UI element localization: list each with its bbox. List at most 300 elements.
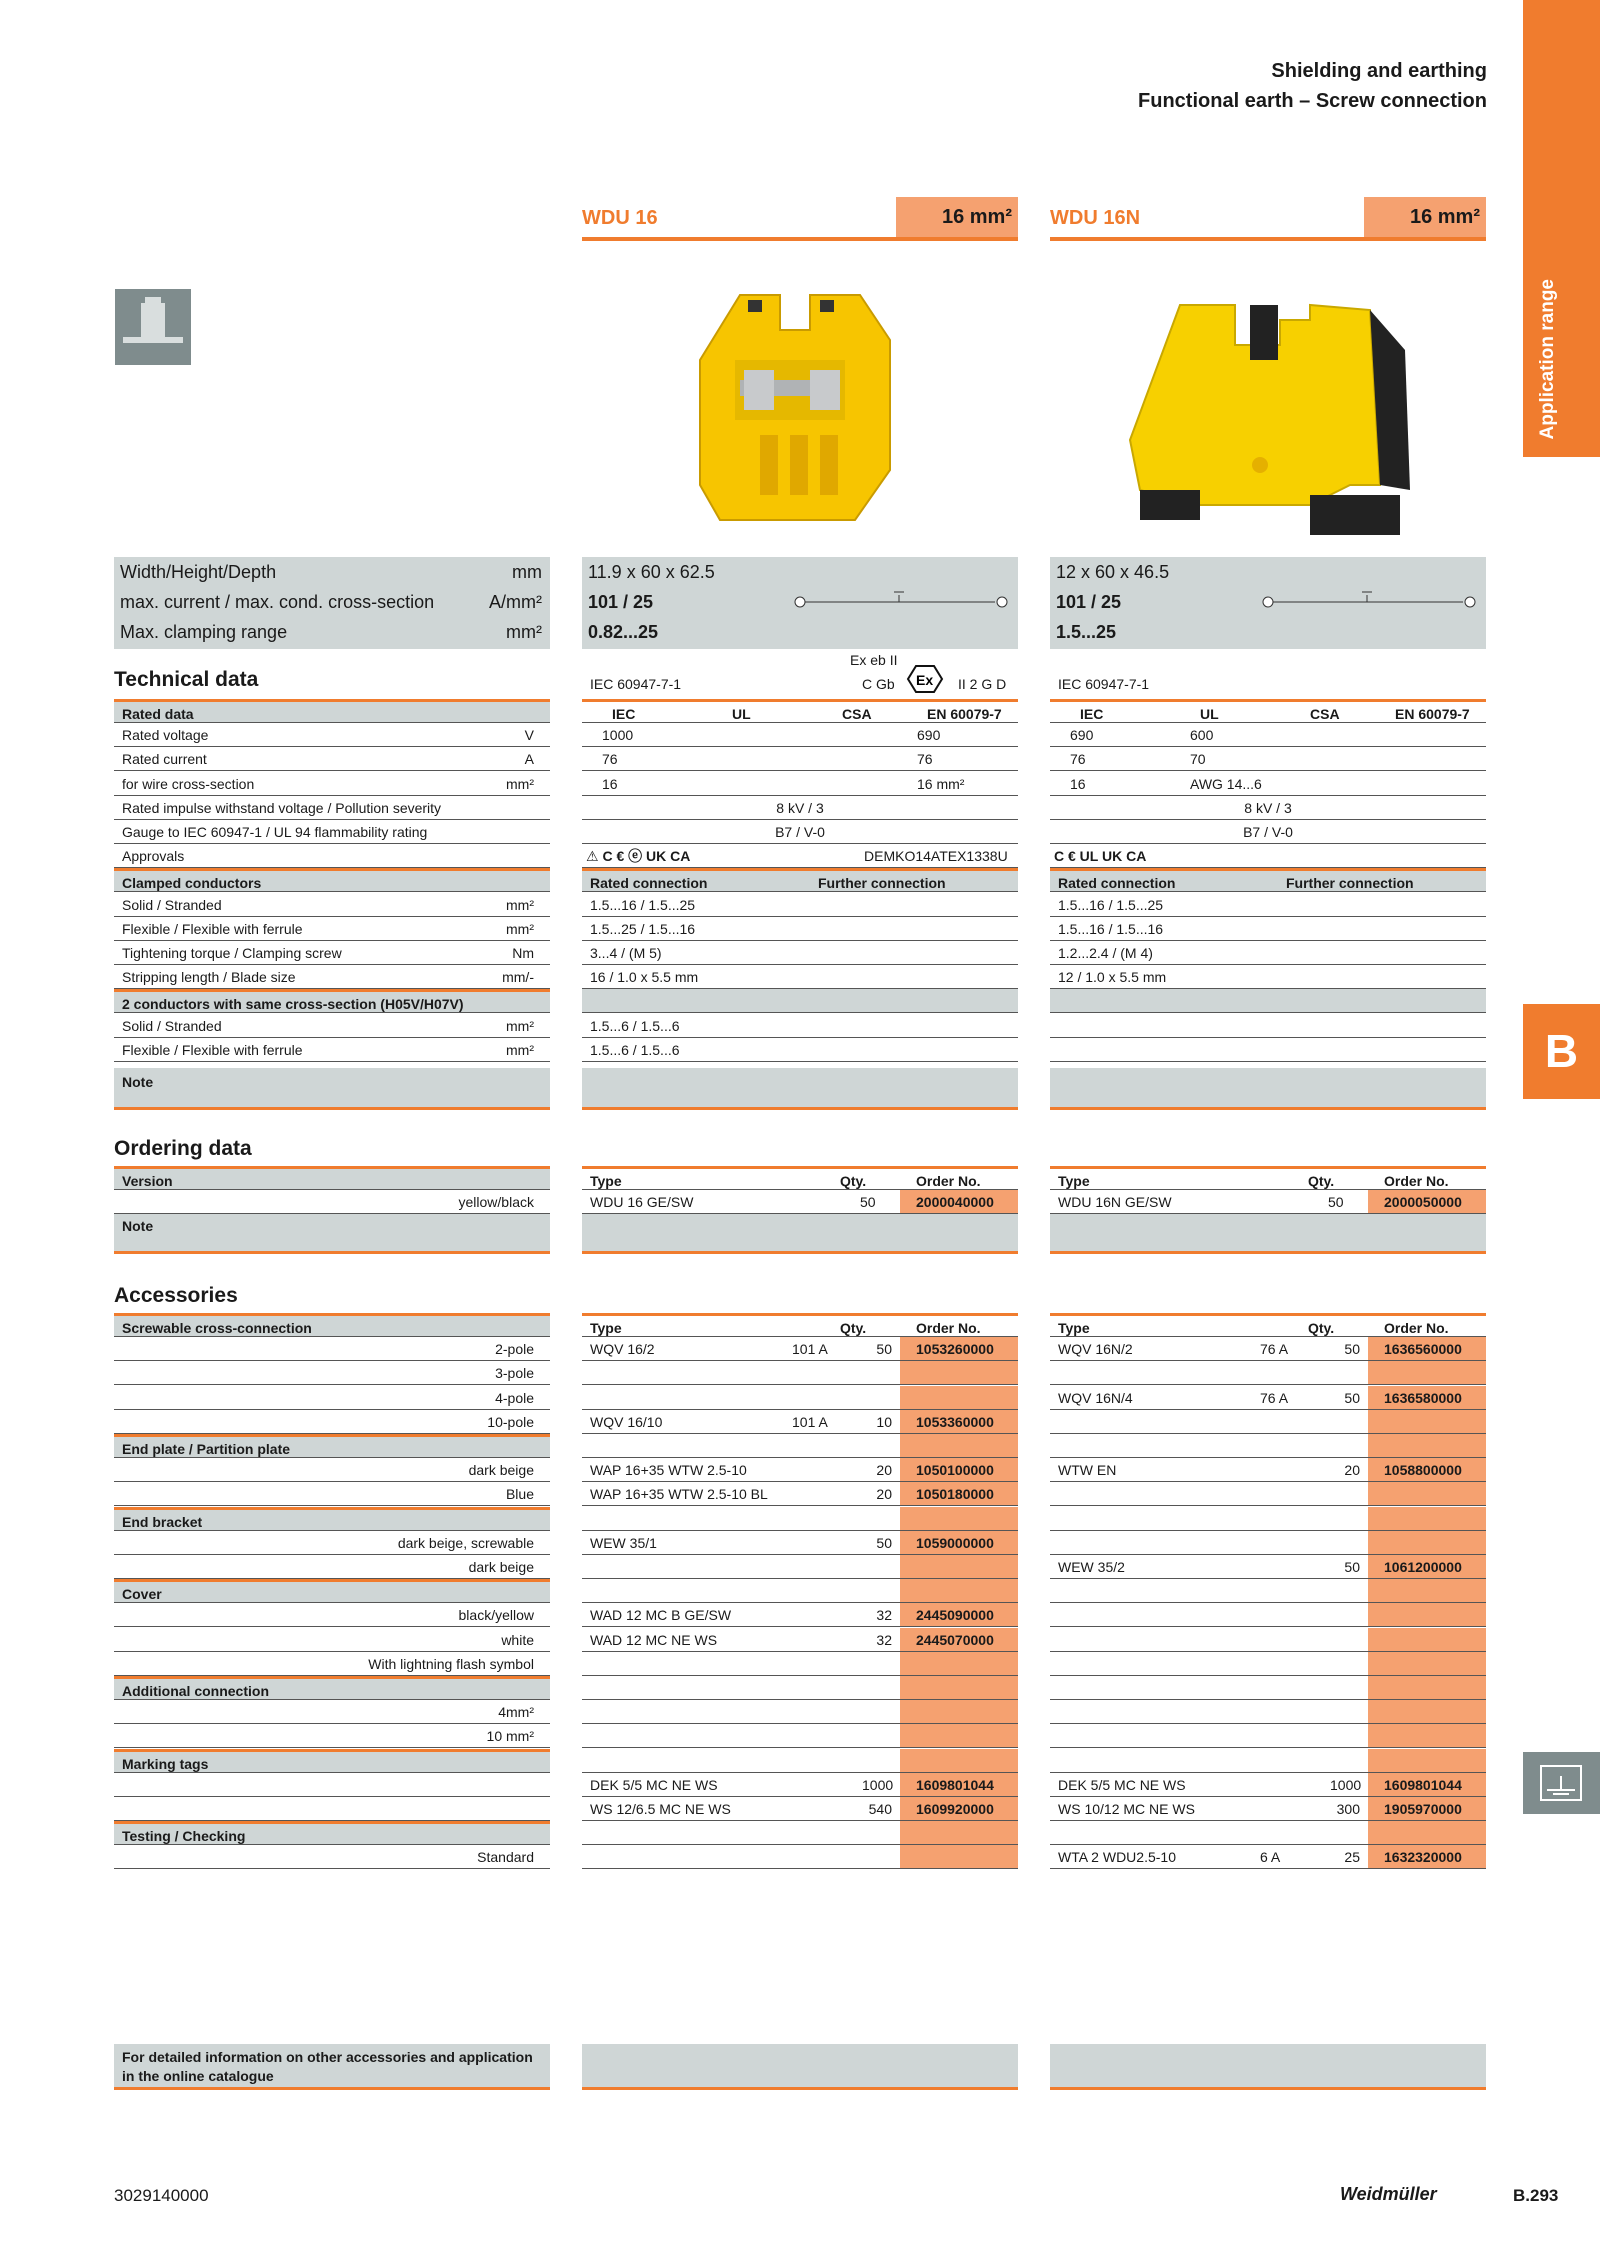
acc-product-row (1050, 1361, 1486, 1385)
acc-group-label: Cover (122, 1586, 162, 1603)
acc-item-label: With lightning flash symbol (368, 1655, 534, 1672)
col-heading: CSA (842, 706, 872, 722)
order-number: 1632320000 (1368, 1845, 1486, 1868)
order-number (1368, 1652, 1486, 1675)
header-line-2: Functional earth – Screw connection (1138, 90, 1487, 112)
acc-product-row (582, 1603, 1018, 1627)
dim-label: Max. clamping range (120, 622, 288, 642)
technical-data-title: Technical data (114, 668, 259, 691)
tech-label: 2 conductors with same cross-section (H05V/H07V) (122, 996, 464, 1013)
tech-group-header (114, 989, 550, 1013)
acc-item-row (114, 1724, 550, 1748)
note-bar (582, 1068, 1018, 1110)
col-heading: Qty. (1308, 1173, 1335, 1189)
acc-qty: 1000 (1330, 1776, 1362, 1793)
order-number (900, 1579, 1018, 1602)
tech-label: Tightening torque / Clamping screw (122, 945, 342, 961)
acc-product-row (582, 1797, 1018, 1821)
product-header-wdu16 (582, 197, 1018, 241)
tech-value-row (1050, 941, 1486, 965)
tech-label: Flexible / Flexible with ferrule (122, 1041, 303, 1058)
tech-row (114, 747, 550, 771)
acc-item-row (114, 1652, 550, 1676)
acc-col-header (1050, 1313, 1486, 1337)
acc-item-row (114, 1482, 550, 1506)
tech-unit: mm² (506, 1017, 534, 1034)
order-number (1368, 1579, 1486, 1602)
tech-value-row (582, 1014, 1018, 1038)
tech-value-row (582, 723, 1018, 747)
tech-label: Version (122, 1173, 173, 1189)
approvals-row (582, 844, 1018, 868)
acc-product-row (1050, 1797, 1486, 1821)
col-heading: Rated connection (1058, 875, 1176, 892)
tech-unit: A (524, 751, 534, 768)
acc-product-row (1050, 1337, 1486, 1361)
tech-label: Rated current (122, 751, 207, 768)
acc-item-label: black/yellow (458, 1607, 534, 1624)
acc-qty: 10 (876, 1413, 892, 1430)
tech-value-row (582, 893, 1018, 917)
order-number (1368, 1821, 1486, 1844)
acc-product-row (582, 1845, 1018, 1869)
section-letter-tab[interactable]: B (1523, 1004, 1600, 1099)
side-tab-label: Application range (1537, 278, 1558, 439)
acc-qty: 20 (876, 1462, 892, 1479)
col-heading: Type (590, 1173, 622, 1189)
tech-value-row (1050, 893, 1486, 917)
acc-item-label: 10-pole (487, 1413, 534, 1430)
dim-label: Width/Height/Depth (120, 562, 277, 582)
order-number (900, 1361, 1018, 1384)
header-line-1: Shielding and earthing (1271, 60, 1487, 82)
dim-value: 101 / 25 (588, 592, 654, 612)
tech-unit: Nm (512, 945, 534, 961)
order-number: 1609920000 (900, 1797, 1018, 1820)
col-heading: EN 60079-7 (927, 706, 1002, 722)
tech-value-row (582, 965, 1018, 989)
acc-qty: 32 (876, 1607, 892, 1624)
acc-blank-row (582, 1676, 1018, 1700)
acc-type: WAD 12 MC NE WS (590, 1631, 718, 1648)
acc-group-header (114, 1749, 550, 1773)
dim-value: 12 x 60 x 46.5 (1056, 562, 1170, 582)
order-note: Note (114, 1214, 550, 1254)
tech-unit: mm² (506, 775, 534, 792)
acc-rating: 6 A (1260, 1849, 1281, 1866)
acc-qty: 300 (1336, 1801, 1360, 1817)
acc-type: DEK 5/5 MC NE WS (1058, 1776, 1186, 1793)
order-number: 1609801044 (1368, 1773, 1486, 1796)
order-number (1368, 1361, 1486, 1384)
acc-type: WAD 12 MC B GE/SW (590, 1607, 732, 1624)
tech-label: Rated impulse withstand voltage / Pollution severity (122, 799, 442, 816)
col-heading: Qty. (840, 1173, 867, 1189)
order-color-row (114, 1190, 550, 1214)
tech-value-row (582, 1038, 1018, 1062)
order-number (1368, 1603, 1486, 1626)
standard-label: IEC 60947-7-1 (590, 676, 682, 692)
acc-item-label: Standard (477, 1849, 534, 1866)
tech-value-row (582, 820, 1018, 844)
tech-value: 16 (1070, 775, 1086, 792)
acc-product-row (1050, 1845, 1486, 1869)
tech-row (114, 772, 550, 796)
dim-value: 0.82...25 (588, 622, 659, 642)
acc-blank-row (1050, 1676, 1486, 1700)
tech-value-row (582, 772, 1018, 796)
acc-product-row (582, 1337, 1018, 1361)
acc-item-label: 3-pole (495, 1365, 534, 1382)
approvals-row (1050, 844, 1486, 868)
order-number: 2445070000 (900, 1628, 1018, 1651)
acc-product-row (582, 1700, 1018, 1724)
note-bar (1050, 2044, 1486, 2090)
col-heading: UL (732, 706, 751, 722)
acc-type: WQV 16N/2 (1058, 1341, 1133, 1358)
dim-value: 11.9 x 60 x 62.5 (588, 562, 715, 582)
order-number (900, 1434, 1018, 1457)
acc-type: WAP 16+35 WTW 2.5-10 (590, 1462, 747, 1479)
tech-value-row (1050, 747, 1486, 771)
acc-item-label: dark beige (468, 1559, 534, 1575)
acc-item-row (114, 1361, 550, 1385)
product-size: 16 mm² (1364, 197, 1486, 237)
col-heading: Order No. (1384, 1173, 1449, 1189)
acc-product-row (582, 1773, 1018, 1797)
tech-value: 70 (1190, 751, 1206, 768)
acc-group-header (114, 1579, 550, 1603)
acc-group-header (114, 1821, 550, 1845)
tech-value: yellow/black (458, 1194, 534, 1211)
order-row (1050, 1190, 1486, 1214)
note-bar (1050, 1214, 1486, 1254)
tech-value-row (582, 989, 1018, 1013)
acc-blank-row (582, 1821, 1018, 1845)
acc-item-label: white (501, 1631, 534, 1648)
acc-item-row (114, 1628, 550, 1652)
tech-label: Solid / Stranded (122, 1017, 222, 1034)
dimension-labels (114, 557, 550, 649)
accessories-title: Accessories (114, 1284, 238, 1307)
tech-value: 76 (1070, 751, 1086, 768)
col-heading: Order No. (1384, 1320, 1449, 1336)
order-number (900, 1700, 1018, 1723)
order-number (900, 1821, 1018, 1844)
order-number: 1058800000 (1368, 1458, 1486, 1481)
acc-item-row (114, 1603, 550, 1627)
order-number: 1053360000 (900, 1410, 1018, 1433)
acc-blank-row (582, 1749, 1018, 1773)
acc-group-label: End plate / Partition plate (122, 1441, 291, 1457)
order-type: WDU 16N GE/SW (1058, 1194, 1172, 1211)
acc-type: WQV 16/2 (590, 1341, 655, 1358)
page-header (1138, 56, 1487, 116)
acc-item-label: 4mm² (498, 1704, 534, 1721)
acc-item-row (114, 1410, 550, 1434)
acc-item-row (114, 1337, 550, 1361)
tech-label: Clamped conductors (122, 875, 262, 892)
tech-label: Rated data (122, 706, 194, 722)
tech-value: 76 (602, 751, 618, 768)
dim-value: 1.5...25 (1056, 622, 1117, 642)
acc-group-header (114, 1676, 550, 1700)
order-number: 1609801044 (900, 1773, 1018, 1796)
acc-product-row (582, 1410, 1018, 1434)
page-number: B.293 (1513, 2186, 1559, 2205)
product-name: WDU 16N (1050, 207, 1141, 229)
order-number: 1050100000 (900, 1458, 1018, 1481)
terminal-thumbnail-icon (115, 289, 191, 365)
order-number: 1050180000 (900, 1482, 1018, 1505)
note-bar (582, 1214, 1018, 1254)
order-number (1368, 1531, 1486, 1554)
order-number: 1636560000 (1368, 1337, 1486, 1360)
acc-product-row (582, 1458, 1018, 1482)
acc-type: WTA 2 WDU2.5-10 (1058, 1849, 1176, 1866)
acc-qty: 20 (876, 1486, 892, 1503)
product-name: WDU 16 (582, 207, 658, 229)
order-number (900, 1652, 1018, 1675)
col-heading: Type (590, 1320, 622, 1336)
acc-item-row (114, 1797, 550, 1821)
acc-blank-row (582, 1507, 1018, 1531)
acc-group-label: Additional connection (122, 1683, 269, 1699)
acc-product-row (582, 1652, 1018, 1676)
tech-value-row (1050, 965, 1486, 989)
order-number (900, 1555, 1018, 1578)
order-type: WDU 16 GE/SW (590, 1194, 694, 1211)
ex-line-1: Ex eb II (850, 652, 898, 668)
acc-product-row (1050, 1555, 1486, 1579)
order-number: 2000050000 (1368, 1190, 1486, 1213)
order-number: 1636580000 (1368, 1386, 1486, 1409)
tech-value: 1.5...6 / 1.5...6 (590, 1017, 680, 1034)
tech-group-header (114, 699, 550, 723)
order-version-header (114, 1166, 550, 1190)
tech-label: Flexible / Flexible with ferrule (122, 920, 303, 937)
order-number: 1059000000 (900, 1531, 1018, 1554)
acc-product-row (1050, 1531, 1486, 1555)
tech-value: 12 / 1.0 x 5.5 mm (1058, 969, 1167, 986)
tech-value: B7 / V-0 (1243, 824, 1293, 840)
tech-value: 16 mm² (917, 775, 965, 792)
tech-value: 76 (917, 751, 933, 768)
acc-qty: 50 (876, 1534, 892, 1551)
tech-value-row (1050, 723, 1486, 747)
acc-rating: 101 A (792, 1413, 828, 1430)
acc-product-row (582, 1482, 1018, 1506)
acc-product-row (582, 1555, 1018, 1579)
col-heading: EN 60079-7 (1395, 706, 1470, 722)
col-heading: Type (1058, 1320, 1090, 1336)
acc-item-row (114, 1700, 550, 1724)
circuit-symbol-icon (792, 587, 1012, 617)
ex-hexagon-icon (906, 664, 944, 694)
acc-product-row (1050, 1458, 1486, 1482)
tech-row (114, 917, 550, 941)
col-heading: Order No. (916, 1173, 981, 1189)
acc-product-row (582, 1531, 1018, 1555)
tech-value-row (582, 917, 1018, 941)
acc-type: WAP 16+35 WTW 2.5-10 BL (590, 1486, 768, 1503)
acc-group-header (114, 1507, 550, 1531)
order-number (1368, 1410, 1486, 1433)
tech-value-row (1050, 1014, 1486, 1038)
col-heading: Further connection (818, 875, 946, 892)
ex-marking (850, 652, 897, 668)
order-number (900, 1386, 1018, 1409)
tech-row (114, 820, 550, 844)
acc-qty: 20 (1344, 1462, 1360, 1479)
acc-type: WQV 16N/4 (1058, 1389, 1133, 1406)
tech-label: Rated voltage (122, 727, 209, 744)
online-catalogue-note: For detailed information on other accessories and application in the online catalogue (114, 2044, 550, 2090)
acc-item-row (114, 1386, 550, 1410)
tech-value: 3...4 / (M 5) (590, 945, 662, 961)
tech-unit: mm² (506, 920, 534, 937)
acc-item-label: 10 mm² (486, 1728, 534, 1745)
acc-blank-row (1050, 1749, 1486, 1773)
tech-row (114, 1014, 550, 1038)
tech-row (114, 796, 550, 820)
standard-label: IEC 60947-7-1 (1058, 676, 1150, 692)
acc-product-row (1050, 1410, 1486, 1434)
order-number (1368, 1628, 1486, 1651)
catalogue-code: 3029140000 (114, 2186, 209, 2205)
svg-text:Ex: Ex (916, 672, 934, 688)
dimension-values-wdu16 (582, 557, 1018, 649)
acc-type: WS 10/12 MC NE WS (1058, 1801, 1195, 1817)
tech-value-row (1050, 772, 1486, 796)
dimension-values-wdu16n (1050, 557, 1486, 649)
acc-product-row (582, 1386, 1018, 1410)
tech-row (114, 844, 550, 868)
connection-header (582, 868, 1018, 892)
tech-value-row (1050, 1038, 1486, 1062)
tech-value-row (582, 747, 1018, 771)
order-number (1368, 1749, 1486, 1772)
col-heading: UL (1200, 706, 1219, 722)
ex-marking-2: C Gb (862, 676, 895, 692)
acc-item-label: Blue (505, 1486, 534, 1503)
acc-item-row (114, 1531, 550, 1555)
acc-item-label: dark beige (468, 1462, 534, 1479)
acc-blank-row (1050, 1507, 1486, 1531)
acc-item-row (114, 1458, 550, 1482)
tech-value: 1.5...16 / 1.5...25 (1058, 896, 1164, 913)
col-heading: Qty. (840, 1320, 867, 1336)
acc-type: WQV 16/10 (590, 1413, 663, 1430)
acc-product-row (1050, 1700, 1486, 1724)
product-size: 16 mm² (896, 197, 1018, 237)
wdu16-product-image (660, 270, 930, 540)
acc-type: WTW EN (1058, 1462, 1117, 1479)
tech-note: Note (114, 1068, 550, 1110)
order-qty: 50 (860, 1194, 876, 1211)
acc-product-row (582, 1628, 1018, 1652)
tech-value-row (1050, 820, 1486, 844)
acc-qty: 25 (1344, 1849, 1360, 1866)
acc-qty: 50 (1344, 1389, 1360, 1406)
tech-value-row (582, 941, 1018, 965)
order-number (1368, 1482, 1486, 1505)
ex-atex-marking: II 2 G D (958, 676, 1007, 692)
col-heading: Qty. (1308, 1320, 1335, 1336)
acc-col-header (582, 1313, 1018, 1337)
tech-row (114, 941, 550, 965)
order-qty: 50 (1328, 1194, 1344, 1211)
acc-product-row (1050, 1724, 1486, 1748)
order-number (900, 1676, 1018, 1699)
tech-unit: mm² (506, 896, 534, 913)
order-number (900, 1507, 1018, 1530)
dim-value: 101 / 25 (1056, 592, 1122, 612)
acc-group-label: Marking tags (122, 1755, 209, 1772)
application-range-tab[interactable] (1523, 0, 1600, 457)
acc-product-row (1050, 1773, 1486, 1797)
tech-unit: mm/- (502, 969, 534, 986)
acc-rating: 76 A (1260, 1341, 1289, 1358)
acc-group-label: Testing / Checking (122, 1828, 246, 1845)
tech-value: AWG 14...6 (1190, 775, 1262, 792)
brand-logo: Weidmüller (1340, 2184, 1437, 2204)
acc-product-row (582, 1361, 1018, 1385)
tech-row (114, 723, 550, 747)
tech-value-row (1050, 989, 1486, 1013)
tech-row (114, 965, 550, 989)
order-number: 1905970000 (1368, 1797, 1486, 1820)
acc-product-row (1050, 1628, 1486, 1652)
acc-group-label: Screwable cross-connection (122, 1320, 312, 1336)
col-heading: Order No. (916, 1320, 981, 1336)
earth-symbol-icon (1523, 1752, 1600, 1814)
col-heading: IEC (1080, 706, 1104, 722)
order-number (900, 1724, 1018, 1747)
acc-blank-row (582, 1434, 1018, 1458)
note-bar (1050, 1068, 1486, 1110)
order-number (900, 1845, 1018, 1868)
tech-value-row (582, 796, 1018, 820)
acc-item-row (114, 1773, 550, 1797)
circuit-symbol-icon (1260, 587, 1480, 617)
col-heading: Type (1058, 1173, 1090, 1189)
wdu16n-product-image (1110, 290, 1430, 560)
tech-value: 1.5...16 / 1.5...25 (590, 896, 696, 913)
acc-product-row (1050, 1603, 1486, 1627)
tech-value-row (1050, 917, 1486, 941)
tech-label: Gauge to IEC 60947-1 / UL 94 flammability rating (122, 824, 428, 840)
acc-product-row (582, 1724, 1018, 1748)
col-heading: Rated connection (590, 875, 708, 892)
dim-unit: A/mm² (489, 592, 542, 612)
tech-value: DEMKO14ATEX1338U (864, 848, 1008, 865)
order-number (1368, 1507, 1486, 1530)
approval-marks-icon: ⚠ C € ⓔ UK CA (586, 848, 691, 865)
acc-type: DEK 5/5 MC NE WS (590, 1776, 718, 1793)
tech-value: 690 (917, 727, 941, 744)
order-number: 2445090000 (900, 1603, 1018, 1626)
acc-blank-row (1050, 1434, 1486, 1458)
ordering-data-title: Ordering data (114, 1137, 252, 1160)
tech-label: Approvals (122, 848, 185, 865)
tech-col-header (582, 699, 1018, 723)
acc-qty: 1000 (862, 1776, 894, 1793)
tech-value: 1.5...25 / 1.5...16 (590, 920, 696, 937)
tech-label: Stripping length / Blade size (122, 969, 296, 986)
order-number (1368, 1434, 1486, 1457)
tech-value: 1.5...16 / 1.5...16 (1058, 920, 1164, 937)
